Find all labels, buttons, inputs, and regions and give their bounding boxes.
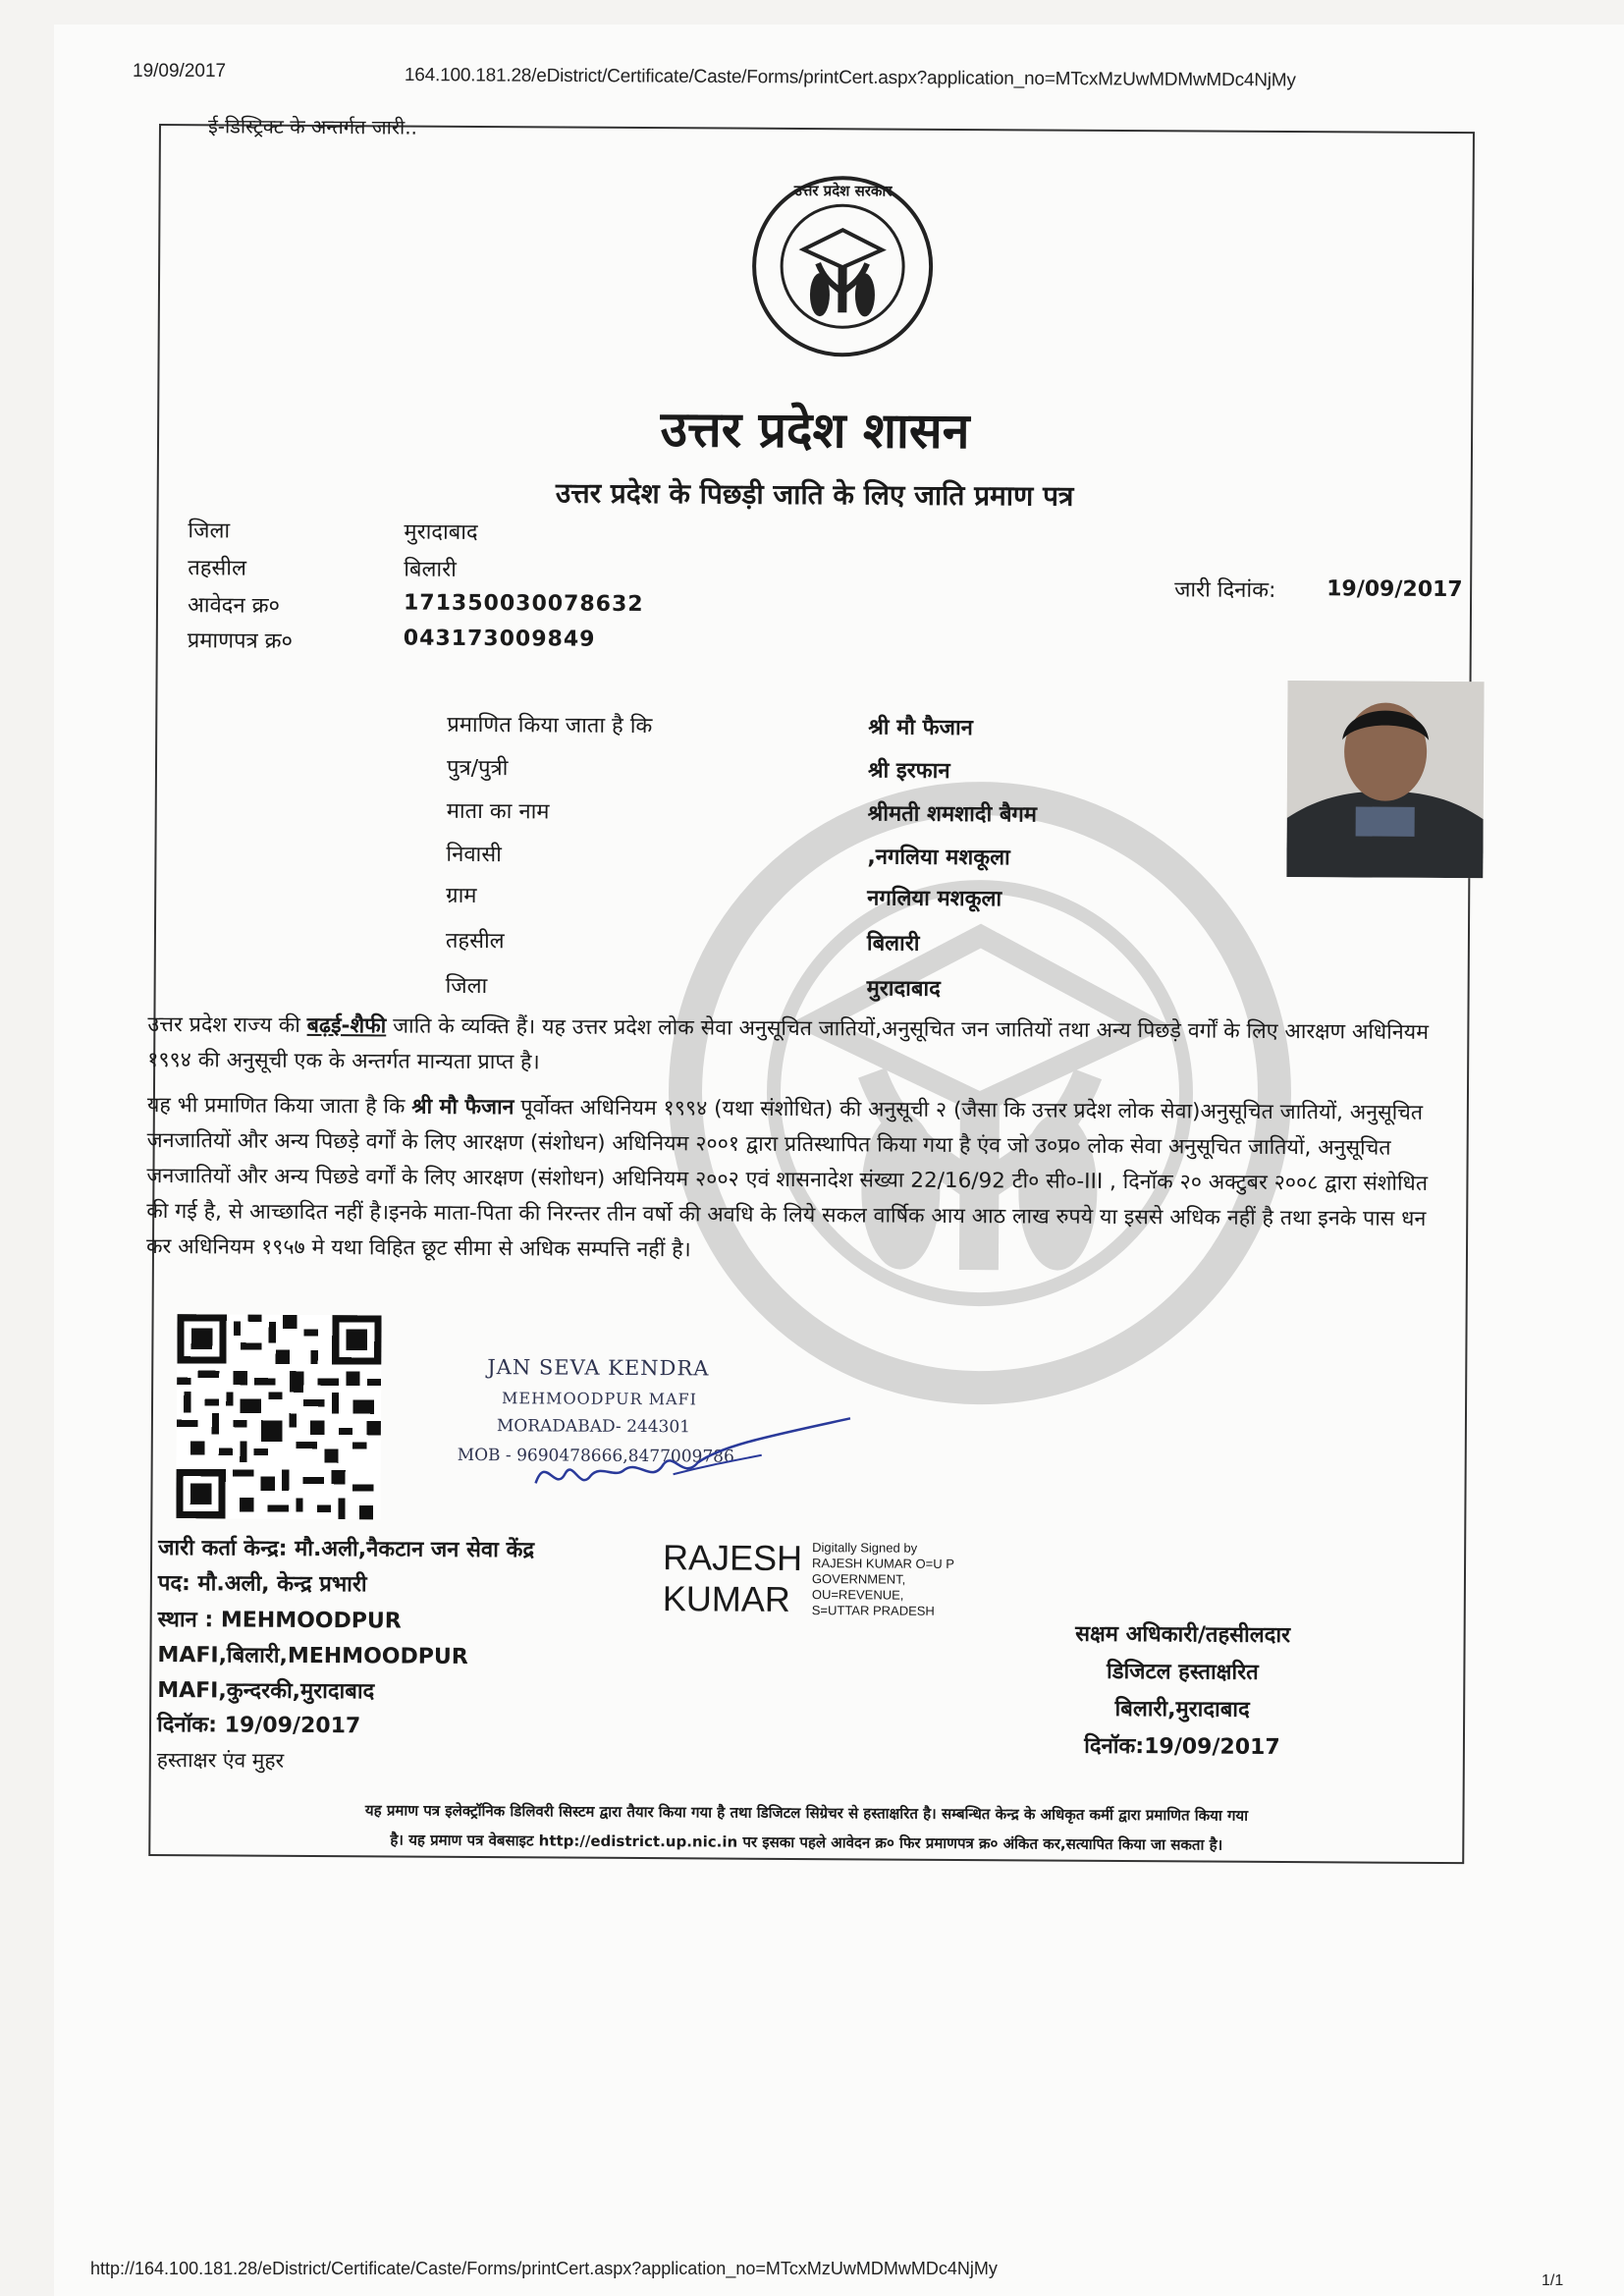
meta-value-certificate-no: 043173009849	[403, 626, 596, 652]
digital-signature-detail: Digitally Signed by	[812, 1540, 918, 1556]
caste-name: बढ़ई-शैफी	[306, 1012, 387, 1039]
handwritten-signature-icon	[525, 1404, 860, 1514]
digital-signature-name	[663, 1537, 803, 1620]
digital-signature-detail: RAJESH KUMAR O=U P	[812, 1556, 954, 1571]
detail-value-name: श्री मौ फैजान	[868, 715, 973, 741]
stamp-line-4: MOB - 9690478666,8477009786	[457, 1445, 734, 1467]
issue-date-label: जारी दिनांक:	[1174, 577, 1276, 603]
issuer-date	[157, 1709, 360, 1739]
detail-label-tehsil: तहसील	[445, 928, 505, 955]
print-footer-page: 1/1	[1542, 2272, 1564, 2289]
certificate-frame	[145, 114, 1475, 1864]
para2-lead: यह भी प्रमाणित किया जाता है कि	[146, 1092, 412, 1120]
authority-date	[1035, 1727, 1329, 1767]
authority-line-3: बिलारी,मुरादाबाद	[1114, 1696, 1250, 1722]
stamp-line-1: JAN SEVA KENDRA	[487, 1355, 710, 1381]
print-footer-url: http://164.100.181.28/eDistrict/Certificate/Caste/Forms/printCert.aspx?application_no=MTcxMzUwMDMwMDc4NjMy	[90, 2259, 998, 2278]
authority-line-1: सक्षम अधिकारी/तहसीलदार	[1075, 1621, 1291, 1649]
footer-note-line-1: यह प्रमाण पत्र इलेक्ट्रॉनिक डिलिवरी सिस्टम द्वारा तैयार किया गया है तथा डिजिटल सिग्रेचर से हस्ताक्षरित है। सम्बन्धित केन्द्र के अधिकृत कर्मी द्वारा प्रमाणित किया गया	[364, 1801, 1249, 1825]
digital-signature-detail: OU=REVENUE,	[811, 1587, 904, 1603]
para1-lead: उत्तर प्रदेश राज्य की	[147, 1011, 307, 1038]
digital-signature-detail: GOVERNMENT,	[811, 1571, 906, 1587]
detail-value-father: श्री इरफान	[867, 758, 950, 784]
print-url: 164.100.181.28/eDistrict/Certificate/Caste/Forms/printCert.aspx?application_no=MTcxMzUwMDMwMDc4NjMy	[404, 65, 1296, 91]
detail-label-resident: निवासी	[446, 842, 502, 868]
detail-label-certified: प्रमाणित किया जाता है कि	[447, 712, 653, 739]
detail-value-resident: ,नगलिया मशकूला	[867, 845, 1010, 871]
certificate-title: उत्तर प्रदेश शासन	[660, 400, 970, 461]
issuer-sign-label: हस्ताक्षर एंव मुहर	[156, 1748, 285, 1773]
detail-value-mother: श्रीमती शमशादी बैगम	[867, 801, 1038, 828]
para2-applicant-name: श्री मौ फैजान	[411, 1094, 514, 1121]
meta-label-district: जिला	[188, 519, 231, 544]
stamp-line-2: MEHMOODPUR MAFI	[502, 1389, 698, 1409]
digital-signature-detail: S=UTTAR PRADESH	[811, 1603, 935, 1618]
issuer-post: पद: मौ.अली, केन्द्र प्रभारी	[157, 1571, 367, 1598]
issuer-center: जारी कर्ता केन्द्र: मौ.अली,नैकटान जन सेवा केंद्र	[158, 1536, 535, 1563]
authority-date-label: दिनॉक:	[1084, 1733, 1145, 1760]
meta-value-district: मुरादाबाद	[404, 519, 478, 545]
digital-signature-name-line-1: RAJESH	[662, 1537, 803, 1579]
detail-value-district: मुरादाबाद	[866, 976, 941, 1002]
caste-statement-paragraph	[147, 1008, 1448, 1086]
detail-label-mother: माता का नाम	[446, 798, 550, 825]
meta-value-application-no: 171350030078632	[403, 590, 644, 618]
issuer-place-value: MEHMOODPUR MAFI,बिलारी,MEHMOODPUR MAFI,कुन्दरकी,मुरादाबाद	[157, 1608, 468, 1705]
issue-date-value: 19/09/2017	[1326, 576, 1463, 603]
certificate-subtitle: उत्तर प्रदेश के पिछड़ी जाति के लिए जाति प्रमाण पत्र	[555, 476, 1074, 513]
detail-label-district: जिला	[445, 973, 488, 1000]
stamp-line-3: MORADABAD- 244301	[496, 1416, 691, 1438]
applicant-photo	[1286, 681, 1484, 878]
digital-signature-details	[812, 1540, 954, 1619]
detail-label-son-daughter: पुत्र/पुत्री	[446, 755, 509, 782]
verification-qr-code	[176, 1314, 381, 1519]
issuer-place	[157, 1603, 531, 1711]
para2-body: पूर्वोक्त अधिनियम १९९४ (यथा संशोधित) की अनुसूची २ (जैसा कि उत्तर प्रदेश लोक सेवा)अनुसूचित जातियों, अनुसूचित जनजातियों और अन्य पिछड़े वर्गों के लिए आरक्षण (संशोधन) अधिनियम २००१ द्वारा प्रतिस्थापित किया गया है एंव जो उ०प्र० लोक सेवा अनुसूचित जातियों, अनुसूचित जनजातियों और अन्य पिछडे वर्गों के लिए आरक्षण (संशोधन) अधिनियम २००२ एवं शासनादेश संख्या 22/16/92 टी० सी०-III , दिनॉक २० अक्टुबर २००८ द्वारा संशोधित की गई है, से आच्छादित नहीं है।इनके माता-पिता की निरन्तर तीन वर्षो की अवधि के लिये सकल वार्षिक आय आठ लाख रुपये या इससे अधिक नहीं है तथा इनके पास धन कर अधिनियम १९५७ मे यथा विहित छूट सीमा से अधिक सम्पत्ति नहीं है।	[145, 1095, 1429, 1263]
authority-line-2: डिजिटल हस्ताक्षरित	[1106, 1659, 1259, 1685]
detail-value-tehsil: बिलारी	[866, 931, 920, 957]
footer-note-line-2: है। यह प्रमाण पत्र वेबसाइट http://edistrict.up.nic.in पर इसका पहले आवेदन क्र० फिर प्रमाणपत्र क्र० अंकित कर,सत्यापित किया जा सकता है।	[390, 1831, 1223, 1854]
meta-value-tehsil: बिलारी	[404, 557, 457, 582]
meta-label-certificate-no: प्रमाणपत्र क्र०	[187, 629, 294, 654]
para1-body: जाति के व्यक्ति हैं। यह उत्तर प्रदेश लोक सेवा अनुसूचित जातियों,अनुसूचित जन जातियों तथा अन्य पिछड़े वर्गों के लिए आरक्षण अधिनियम १९९४ की अनुसूची एक के अन्तर्गत मान्यता प्राप्त है।	[147, 1013, 1430, 1075]
issuer-place-label: स्थान :	[157, 1608, 221, 1633]
issuer-date-label: दिनॉक:	[156, 1713, 225, 1738]
issuer-date-value: 19/09/2017	[224, 1713, 361, 1739]
meta-label-application-no: आवेदन क्र०	[187, 593, 281, 619]
detail-value-village: नगलिया मशकूला	[867, 886, 1002, 912]
emblem-text: उत्तर प्रदेश सरकार	[793, 181, 893, 200]
authority-block	[1035, 1615, 1330, 1767]
authority-date-value: 19/09/2017	[1144, 1734, 1280, 1761]
meta-label-tehsil: तहसील	[188, 556, 247, 581]
issued-under-text: ई-डिस्ट्रिक्ट के अन्तर्गत जारी..	[207, 114, 418, 139]
digital-signature-name-line-2: KUMAR	[662, 1578, 790, 1619]
detail-label-village: ग्राम	[446, 883, 477, 908]
exclusion-statement-paragraph	[146, 1088, 1448, 1273]
print-date: 19/09/2017	[133, 61, 227, 82]
